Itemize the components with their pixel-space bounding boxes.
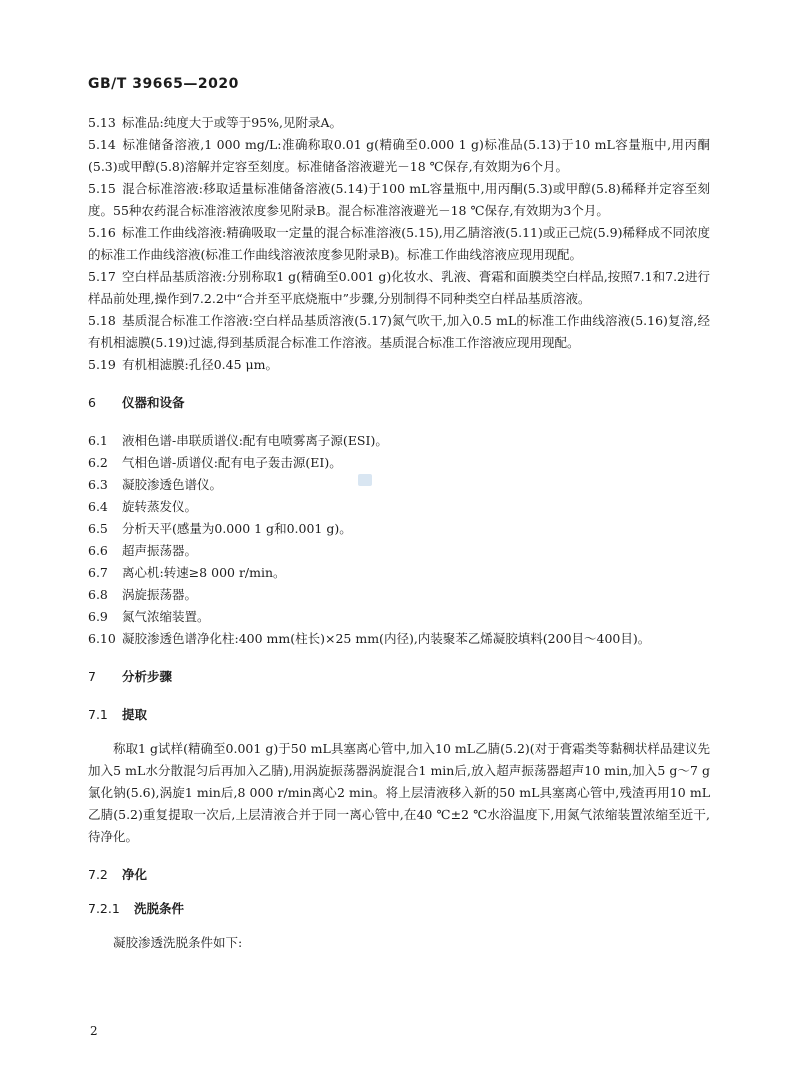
paragraph-7-2-1: 凝胶渗透洗脱条件如下: (113, 935, 243, 950)
clause-5-17: 5.17 空白样品基质溶液:分别称取1 g(精确至0.001 g)化妆水、乳液、膏霜和面膜类空白样品,按照7.1和7.2进行样品前处理,操作到7.2.2中“合并至平底烧瓶中”步骤,分别制得不同种类空白样品基质溶液。 (88, 269, 710, 306)
item-6-4: 6.4 旋转蒸发仪。 (88, 499, 198, 514)
page-content (88, 112, 710, 954)
item-6-3: 6.3 凝胶渗透色谱仪。 (88, 477, 223, 492)
clause-5-18: 5.18 基质混合标准工作溶液:空白样品基质溶液(5.17)氮气吹干,加入0.5 mL的标准工作曲线溶液(5.16)复溶,经有机相滤膜(5.19)过滤,得到基质混合标准工作溶液。基质混合标准工作溶液应现用现配。 (88, 313, 710, 350)
section-7-1-heading: 7.1 提取 (88, 707, 148, 722)
clause-5-15: 5.15 混合标准溶液:移取适量标准储备溶液(5.14)于100 mL容量瓶中,用丙酮(5.3)或甲醇(5.8)稀释并定容至刻度。55种农药混合标准溶液浓度参见附录B。混合标准溶液避光－18 ℃保存,有效期为3个月。 (88, 181, 710, 218)
item-6-5: 6.5 分析天平(感量为0.000 1 g和0.001 g)。 (88, 521, 352, 536)
item-6-8: 6.8 涡旋振荡器。 (88, 587, 198, 602)
item-6-6: 6.6 超声振荡器。 (88, 543, 198, 558)
paragraph-7-1: 称取1 g试样(精确至0.001 g)于50 mL具塞离心管中,加入10 mL乙腈(5.2)(对于膏霜类等黏稠状样品建议先加入5 mL水分散混匀后再加入乙腈),用涡旋振荡器涡旋混合1 min后,放入超声振荡器超声10 min,加入5 g～7 g氯化钠(5.6),涡旋1 min后,8 000 r/min离心2 min。将上层清液移入新的50 mL具塞离心管中,残渣再用10 mL乙腈(5.2)重复提取一次后,上层清液合并于同一离心管中,在40 ℃±2 ℃水浴温度下,用氮气浓缩装置浓缩至近干,待净化。 (88, 741, 710, 844)
item-6-2: 6.2 气相色谱-质谱仪:配有电子轰击源(EI)。 (88, 455, 342, 470)
standard-number: GB/T 39665—2020 (88, 76, 239, 92)
item-6-10: 6.10 凝胶渗透色谱净化柱:400 mm(柱长)×25 mm(内径),内装聚苯乙烯凝胶填料(200目～400目)。 (88, 631, 651, 646)
clause-5-14: 5.14 标准储备溶液,1 000 mg/L:准确称取0.01 g(精确至0.000 1 g)标准品(5.13)于10 mL容量瓶中,用丙酮(5.3)或甲醇(5.8)溶解并定容至刻度。标准储备溶液避光－18 ℃保存,有效期为6个月。 (88, 137, 710, 174)
item-6-7: 6.7 离心机:转速≥8 000 r/min。 (88, 565, 286, 580)
section-7-heading: 7 分析步骤 (88, 669, 173, 684)
section-7-2-heading: 7.2 净化 (88, 867, 148, 882)
section-7-2-1-heading: 7.2.1 洗脱条件 (88, 901, 185, 916)
section-6-heading: 6 仪器和设备 (88, 395, 185, 410)
item-6-1: 6.1 液相色谱-串联质谱仪:配有电喷雾离子源(ESI)。 (88, 433, 388, 448)
clause-5-13: 5.13 标准品:纯度大于或等于95%,见附录A。 (88, 115, 342, 130)
item-6-9: 6.9 氮气浓缩装置。 (88, 609, 210, 624)
clause-5-16: 5.16 标准工作曲线溶液:精确吸取一定量的混合标准溶液(5.15),用乙腈溶液(5.11)或正己烷(5.9)稀释成不同浓度的标准工作曲线溶液(标准工作曲线溶液浓度参见附录B)。标准工作曲线溶液应现用现配。 (88, 225, 710, 262)
clause-5-19: 5.19 有机相滤膜:孔径0.45 μm。 (88, 357, 278, 372)
page-number: 2 (90, 1024, 98, 1038)
